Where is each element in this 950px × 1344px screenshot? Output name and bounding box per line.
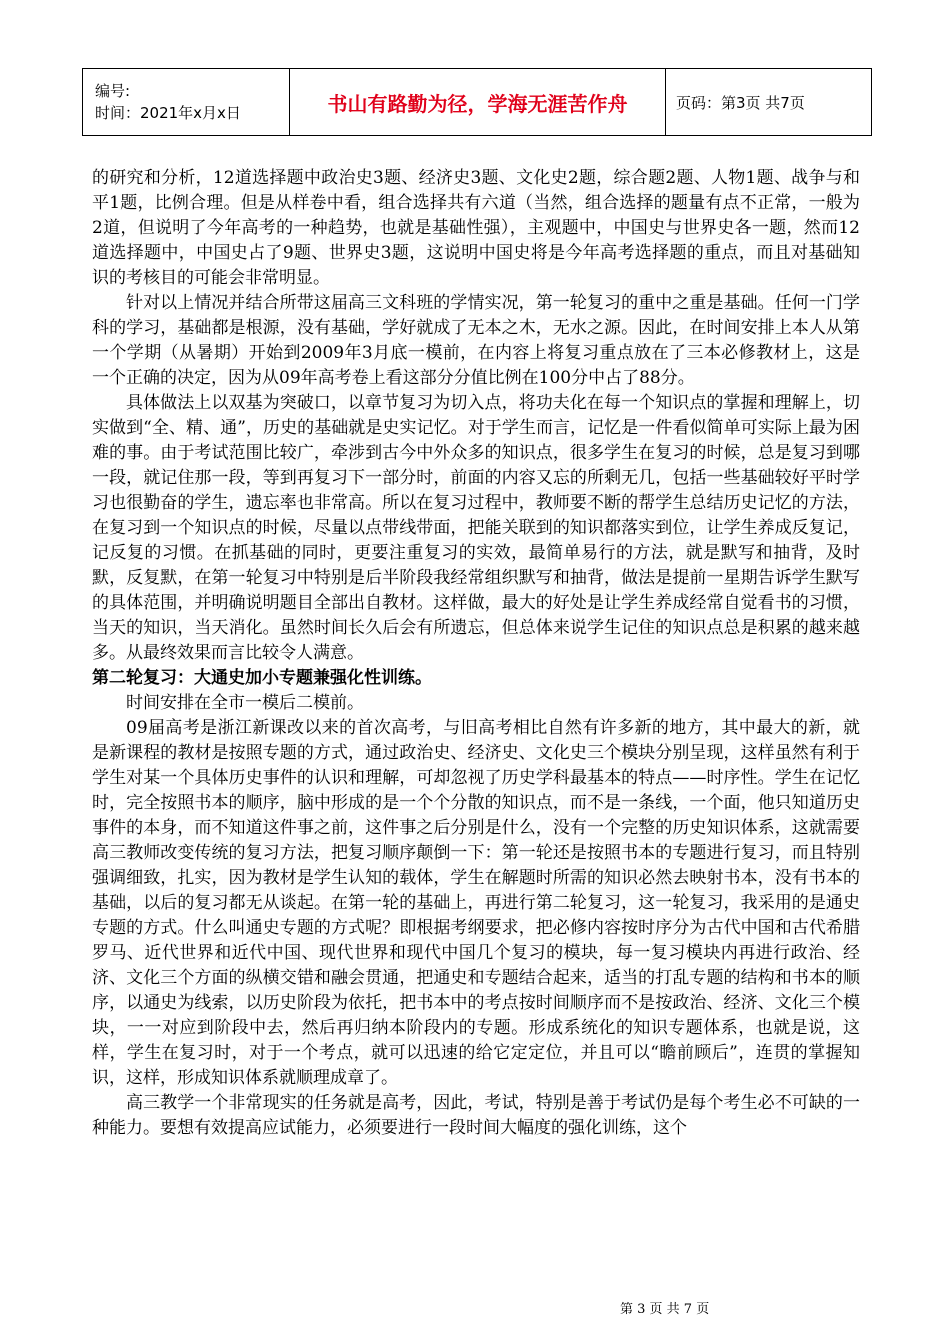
page-footer: 第 3 页 共 7 页	[620, 1302, 710, 1317]
document-number-label: 编号:	[95, 82, 131, 100]
body-paragraph: 09届高考是浙江新课改以来的首次高考，与旧高考相比自然有许多新的地方，其中最大的新，就是新课程的教材是按照专题的方式，通过政治史、经济史、文化史三个模块分别呈现，这样虽然有利于学生对某一个具体历史事件的认识和理解，可却忽视了历史学科最基本的特点——时序性。学生在记忆时，完全按照书本的顺序，脑中形成的是一个个分散的知识点，而不是一条线，一个面，他只知道历史事件的本身，而不知道这件事之前，这件事之后分别是什么，没有一个完整的历史知识体系，这就需要高三教师改变传统的复习方法，把复习顺序颠倒一下：第一轮还是按照书本的专题进行复习，而且特别强调细致，扎实，因为教材是学生认知的载体，学生在解题时所需的知识必然去映射书本，没有书本的基础，以后的复习都无从谈起。在第一轮的基础上，再进行第二轮复习，这一轮复习，我采用的是通史专题的方式。什么叫通史专题的方式呢？即根据考纲要求，把必修内容按时序分为古代中国和古代希腊罗马、近代世界和近代中国、现代世界和现代中国几个复习的模块，每一复习模块内再进行政治、经济、文化三个方面的纵横交错和融会贯通，把通史和专题结合起来，适当的打乱专题的结构和书本的顺序，以通史为线索，以历史阶段为依托，把书本中的考点按时间顺序而不是按政治、经济、文化三个模块，一一对应到阶段中去，然后再归纳本阶段内的专题。形成系统化的知识专题体系，也就是说，这样，学生在复习时，对于一个考点，就可以迅速的给它定定位，并且可以“瞻前顾后”，连贯的掌握知识，这样，形成知识体系就顺理成章了。	[92, 718, 860, 1088]
body-paragraph: 针对以上情况并结合所带这届高三文科班的学情实况，第一轮复习的重中之重是基础。任何一门学科的学习，基础都是根源，没有基础，学好就成了无本之木，无水之源。因此，在时间安排上本人从第一个学期（从暑期）开始到2009年3月底一模前，在内容上将复习重点放在了三本必修教材上，这是一个正确的决定，因为从09年高考卷上看这部分分值比例在100分中占了88分。	[92, 293, 860, 388]
header-motto: 书山有路勤为径，学海无涯苦作舟	[290, 69, 666, 136]
body-paragraph: 时间安排在全市一模后二模前。	[126, 693, 364, 713]
body-paragraph: 的研究和分析，12道选择题中政治史3题、经济史3题、文化史2题，综合题2题、人物1题、战争与和平1题，比例合理。但是从样卷中看，组合选择共有六道（当然，组合选择的题量有点不正常，一般为2道，但说明了今年高考的一种趋势，也就是基础性强），主观题中，中国史与世界史各一题，然而12道选择题中，中国史占了9题、世界史3题，这说明中国史将是今年高考选择题的重点，而且对基础知识的考核目的可能会非常明显。	[92, 168, 860, 288]
header-meta	[83, 69, 290, 136]
section-heading: 第二轮复习：大通史加小专题兼强化性训练。	[92, 668, 432, 688]
header-page-info: 页码：第3页 共7页	[666, 69, 872, 136]
document-body	[92, 166, 860, 1141]
body-paragraph: 高三教学一个非常现实的任务就是高考，因此，考试，特别是善于考试仍是每个考生必不可缺的一种能力。要想有效提高应试能力，必须要进行一段时间大幅度的强化训练，这个	[92, 1093, 860, 1138]
body-paragraph: 具体做法上以双基为突破口，以章节复习为切入点，将功夫化在每一个知识点的掌握和理解上，切实做到“全、精、通”，历史的基础就是史实记忆。对于学生而言，记忆是一件看似简单可实际上最为困难的事。由于考试范围比较广，牵涉到古今中外众多的知识点，很多学生在复习的时候，总是复习到哪一段，就记住那一段，等到再复习下一部分时，前面的内容又忘的所剩无几，包括一些基础较好平时学习也很勤奋的学生，遗忘率也非常高。所以在复习过程中，教师要不断的帮学生总结历史记忆的方法，在复习到一个知识点的时候，尽量以点带线带面，把能关联到的知识都落实到位，让学生养成反复记，记反复的习惯。在抓基础的同时，更要注重复习的实效，最简单易行的方法，就是默写和抽背，及时默，反复默，在第一轮复习中特别是后半阶段我经常组织默写和抽背，做法是提前一星期告诉学生默写的具体范围，并明确说明题目全部出自教材。这样做，最大的好处是让学生养成经常自觉看书的习惯，当天的知识，当天消化。虽然时间长久后会有所遗忘，但总体来说学生记住的知识点总是积累的越来越多。从最终效果而言比较令人满意。	[92, 393, 860, 663]
page-header	[82, 68, 872, 136]
document-date: 时间：2021年x月x日	[95, 104, 241, 122]
